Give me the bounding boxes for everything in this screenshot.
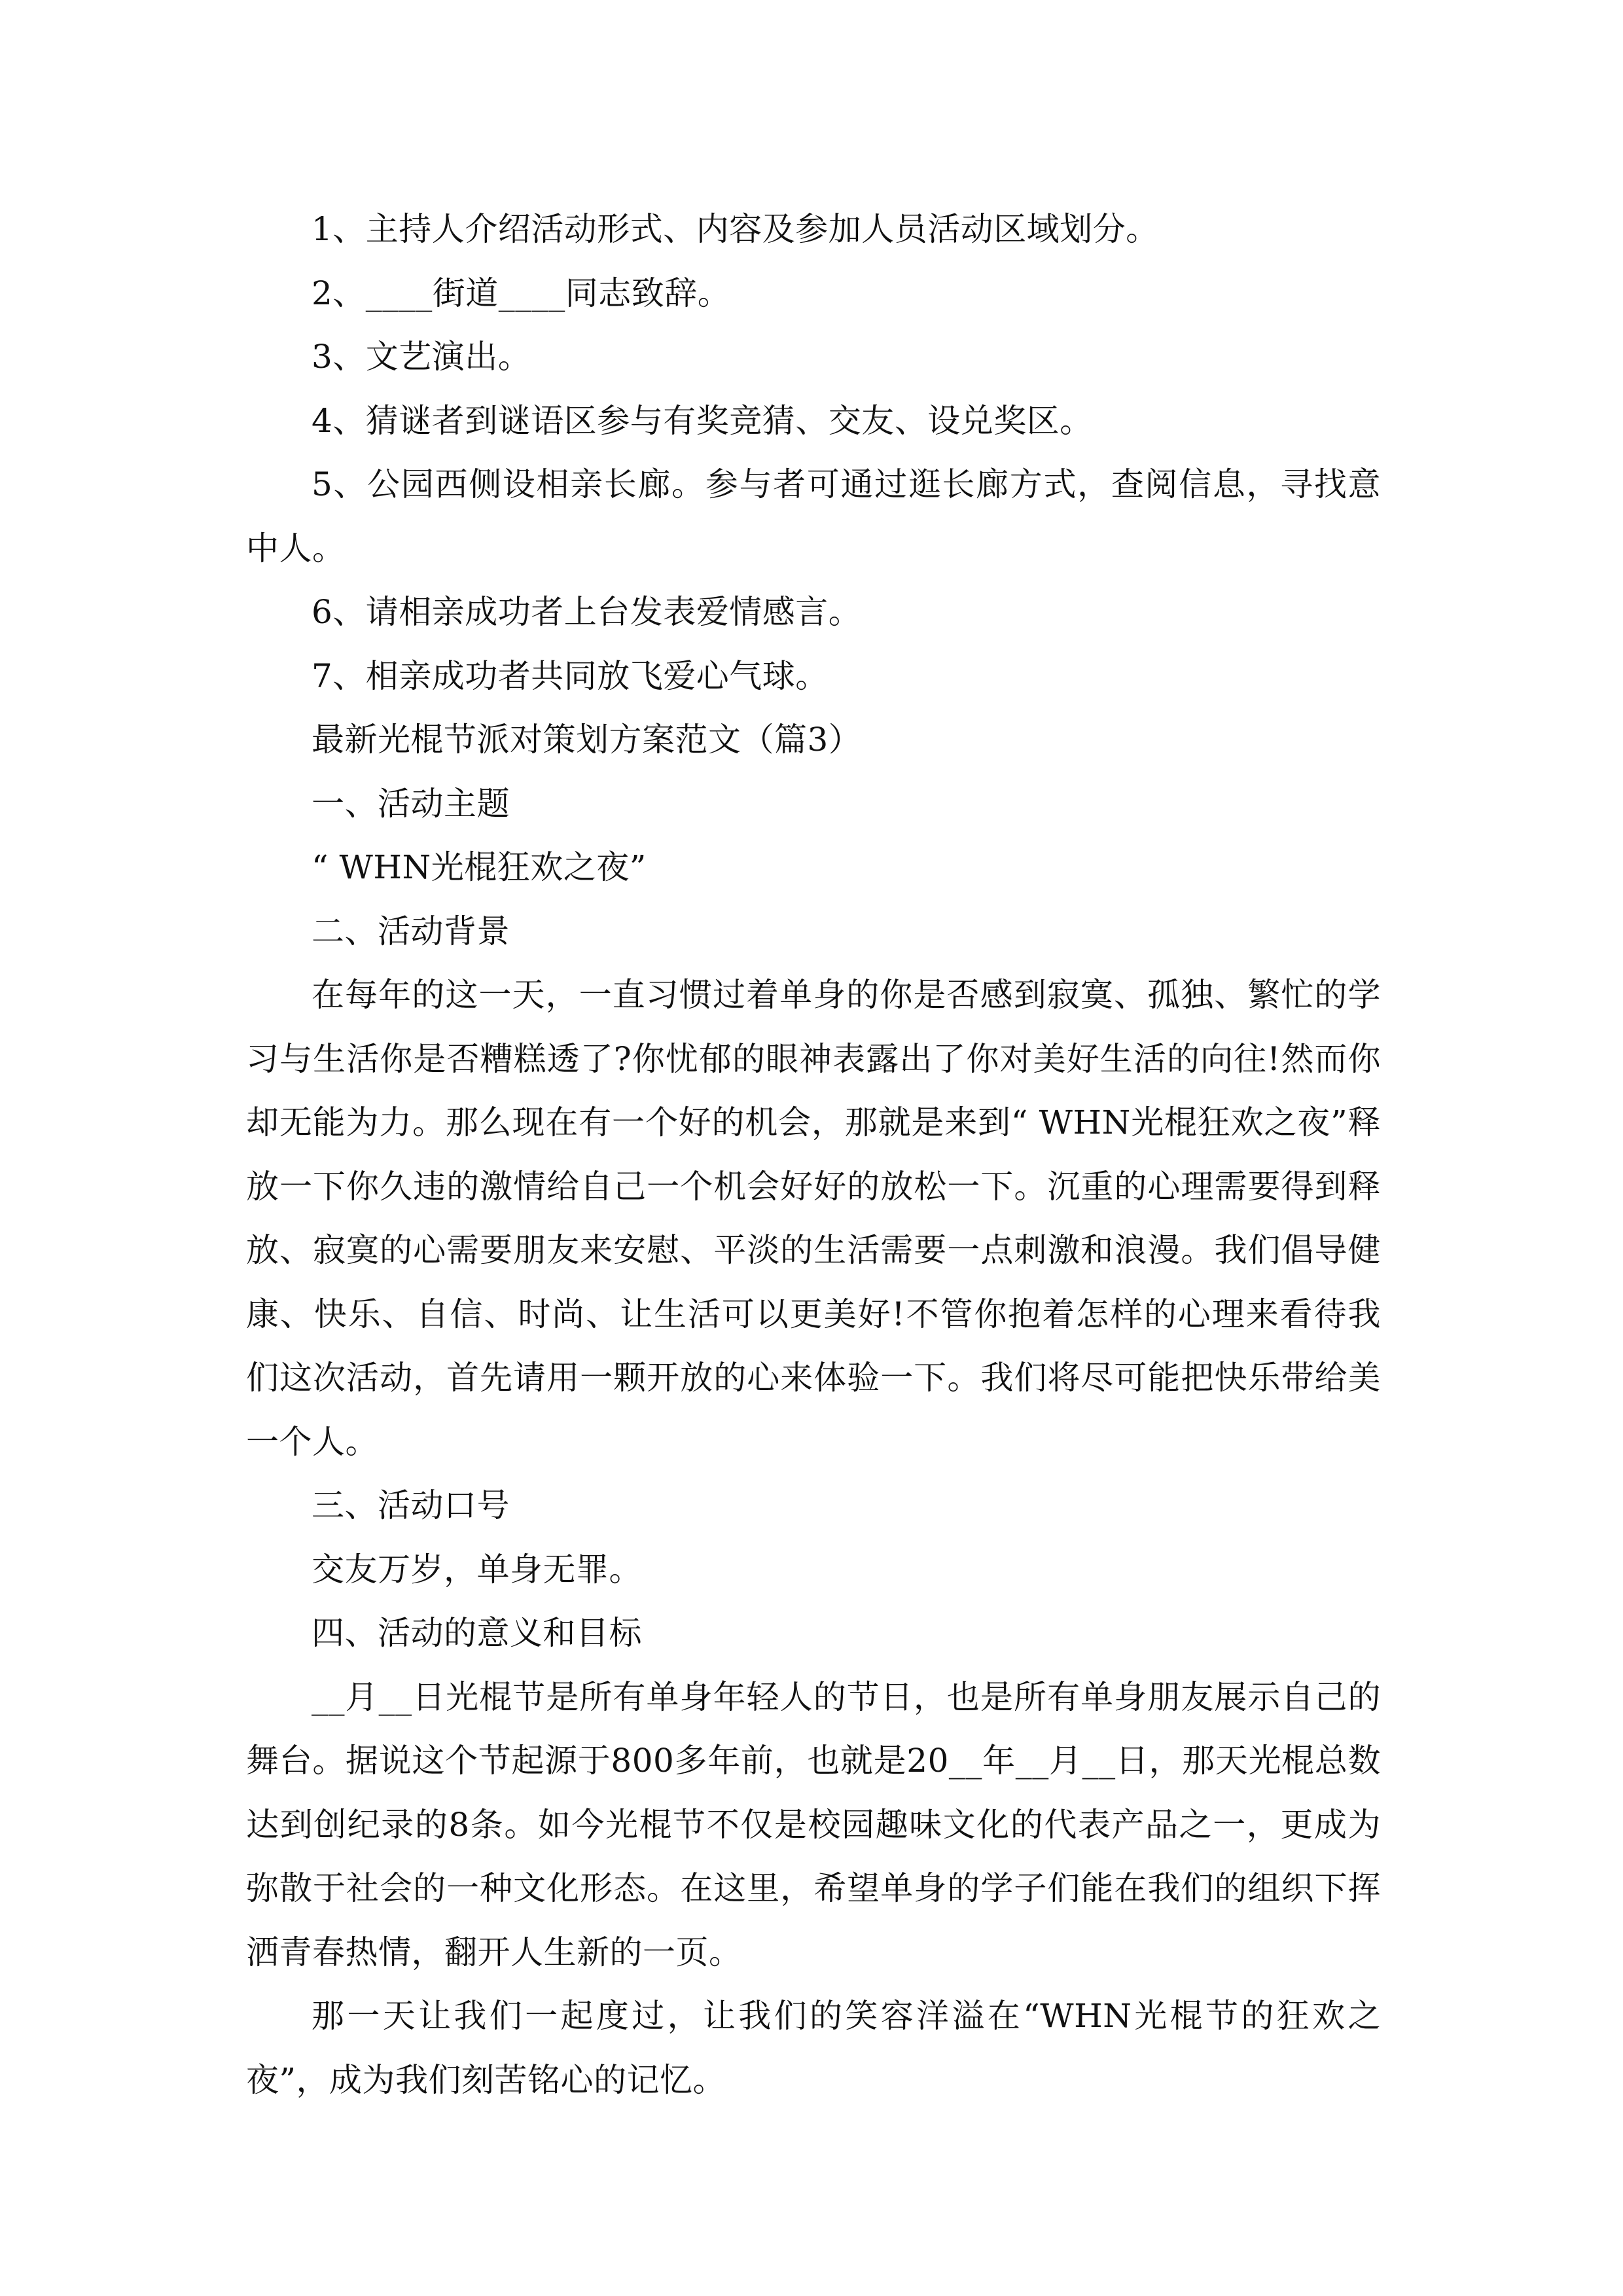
theme-text: “ WHN光棍狂欢之夜”	[312, 848, 647, 886]
document-body	[246, 198, 1381, 2112]
meaning-paragraph: __月__日光棍节是所有单身年轻人的节日，也是所有单身朋友展示自己的舞台。据说这个节起源于800多年前，也就是20__年__月__日，那天光棍总数达到创纪录的8条。如今光棍节不仅是校园趣味文化的代表产品之一，更成为弥散于社会的一种文化形态。在这里，希望单身的学子们能在我们的组织下挥洒青春热情，翻开人生新的一页。	[246, 1677, 1381, 1971]
list-item-5: 5、公园西侧设相亲长廊。参与者可通过逛长廊方式，查阅信息，寻找意中人。	[246, 465, 1381, 567]
slogan-text: 交友万岁，单身无罪。	[312, 1550, 642, 1588]
list-item-3: 3、文艺演出。	[312, 338, 531, 376]
list-item-4: 4、猜谜者到谜语区参与有奖竞猜、交友、设兑奖区。	[312, 401, 1093, 440]
list-item-2: 2、____街道____同志致辞。	[312, 274, 731, 312]
list-item-7: 7、相亲成功者共同放飞爱心气球。	[312, 656, 829, 695]
closing-paragraph: 那一天让我们一起度过，让我们的笑容洋溢在“WHN光棍节的狂欢之夜”，成为我们刻苦铭心的记忆。	[246, 1997, 1381, 2099]
heading-theme: 一、活动主题	[312, 784, 510, 823]
heading-background: 二、活动背景	[312, 912, 510, 950]
list-item-6: 6、请相亲成功者上台发表爱情感言。	[312, 593, 862, 631]
list-item-1: 1、主持人介绍活动形式、内容及参加人员活动区域划分。	[312, 210, 1159, 248]
background-paragraph: 在每年的这一天，一直习惯过着单身的你是否感到寂寞、孤独、繁忙的学习与生活你是否糟糕透了?你忧郁的眼神表露出了你对美好生活的向往!然而你却无能为力。那么现在有一个好的机会，那就是来到“ WHN光棍狂欢之夜”释放一下你久违的激情给自己一个机会好好的放松一下。沉重的心理需要得到释放、寂寞的心需要朋友来安慰、平淡的生活需要一点刺激和浪漫。我们倡导健康、快乐、自信、时尚、让生活可以更美好!不管你抱着怎样的心理来看待我们这次活动，首先请用一颗开放的心来体验一下。我们将尽可能把快乐带给美一个人。	[246, 976, 1381, 1461]
heading-meaning-goals: 四、活动的意义和目标	[312, 1614, 642, 1652]
heading-slogan: 三、活动口号	[312, 1486, 510, 1524]
section-title: 最新光棍节派对策划方案范文（篇3）	[312, 721, 862, 759]
